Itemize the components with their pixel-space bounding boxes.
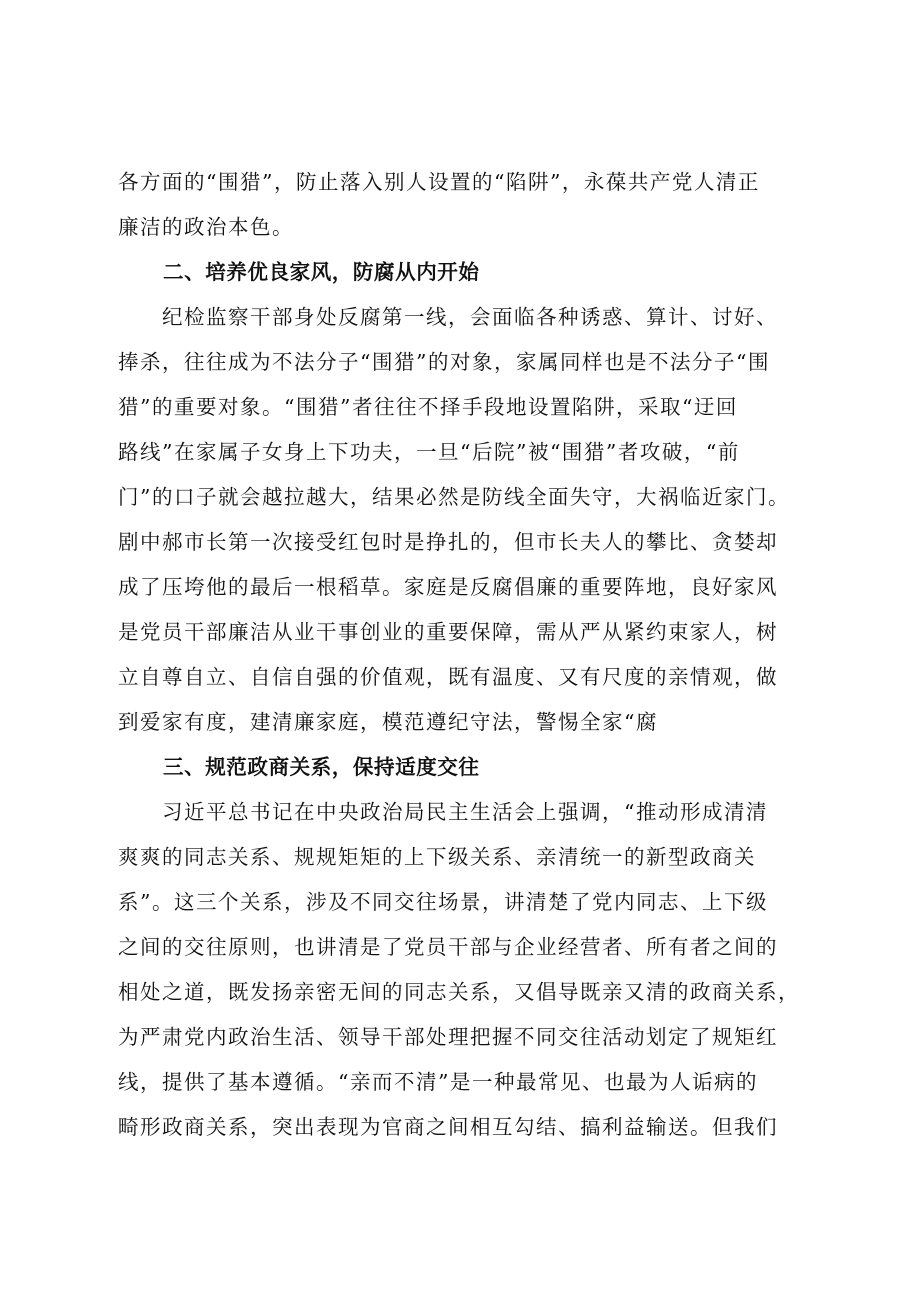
body-text-line: 爽爽的同志关系、规规矩矩的上下级关系、亲清统一的新型政商关: [118, 845, 756, 869]
body-text-line: 到爱家有度，建清廉家庭，模范遵纪守法，警惕全家“腐: [118, 710, 658, 734]
body-text-line: 立自尊自立、自信自强的价值观，既有温度、又有尺度的亲情观，做: [118, 665, 778, 689]
body-text-line: 线，提供了基本遵循。“亲而不清”是一种最常见、也最为人诟病的: [118, 1070, 758, 1094]
body-text-line: 廉洁的政治本色。: [118, 215, 294, 239]
body-text-line: 是党员干部廉洁从业干事创业的重要保障，需从严从紧约束家人，树: [118, 620, 778, 644]
body-text-line: 路线”在家属子女身上下功夫，一旦“后院”被“围猎”者攻破，“前: [118, 440, 740, 464]
body-text-line: 剧中郝市长第一次接受红包时是挣扎的，但市长夫人的攀比、贪婪却: [118, 530, 778, 554]
body-text-line: 习近平总书记在中央政治局民主生活会上强调，“推动形成清清: [118, 800, 768, 824]
body-text-line: 成了压垮他的最后一根稻草。家庭是反腐倡廉的重要阵地，良好家风: [118, 575, 778, 599]
body-text-line: 猎”的重要对象。“围猎”者往往不择手段地设置陷阱，采取“迂回: [118, 395, 738, 419]
section-heading: 三、规范政商关系，保持适度交往: [163, 755, 480, 779]
body-text-line: 各方面的“围猎”，防止落入别人设置的“陷阱”，永葆共产党人清正: [118, 170, 760, 194]
section-heading: 二、培养优良家风，防腐从内开始: [163, 260, 480, 284]
body-text-line: 为严肃党内政治生活、领导干部处理把握不同交往活动划定了规矩红: [118, 1025, 778, 1049]
body-text-line: 捧杀，往往成为不法分子“围猎”的对象，家属同样也是不法分子“围: [118, 350, 770, 374]
body-text-line: 之间的交往原则，也讲清是了党员干部与企业经营者、所有者之间的: [118, 935, 778, 959]
document-body: [118, 160, 838, 1150]
body-text-line: 畸形政商关系，突出表现为官商之间相互勾结、搞利益输送。但我们: [118, 1115, 778, 1139]
body-text-line: 系”。这三个关系，涉及不同交往场景，讲清楚了党内同志、上下级: [118, 890, 768, 914]
body-text-line: 纪检监察干部身处反腐第一线，会面临各种诱惑、算计、讨好、: [118, 305, 778, 329]
body-text-line: 门”的口子就会越拉越大，结果必然是防线全面失守，大祸临近家门。: [118, 485, 790, 509]
body-text-line: 相处之道，既发扬亲密无间的同志关系，又倡导既亲又清的政商关系，: [118, 980, 800, 1004]
